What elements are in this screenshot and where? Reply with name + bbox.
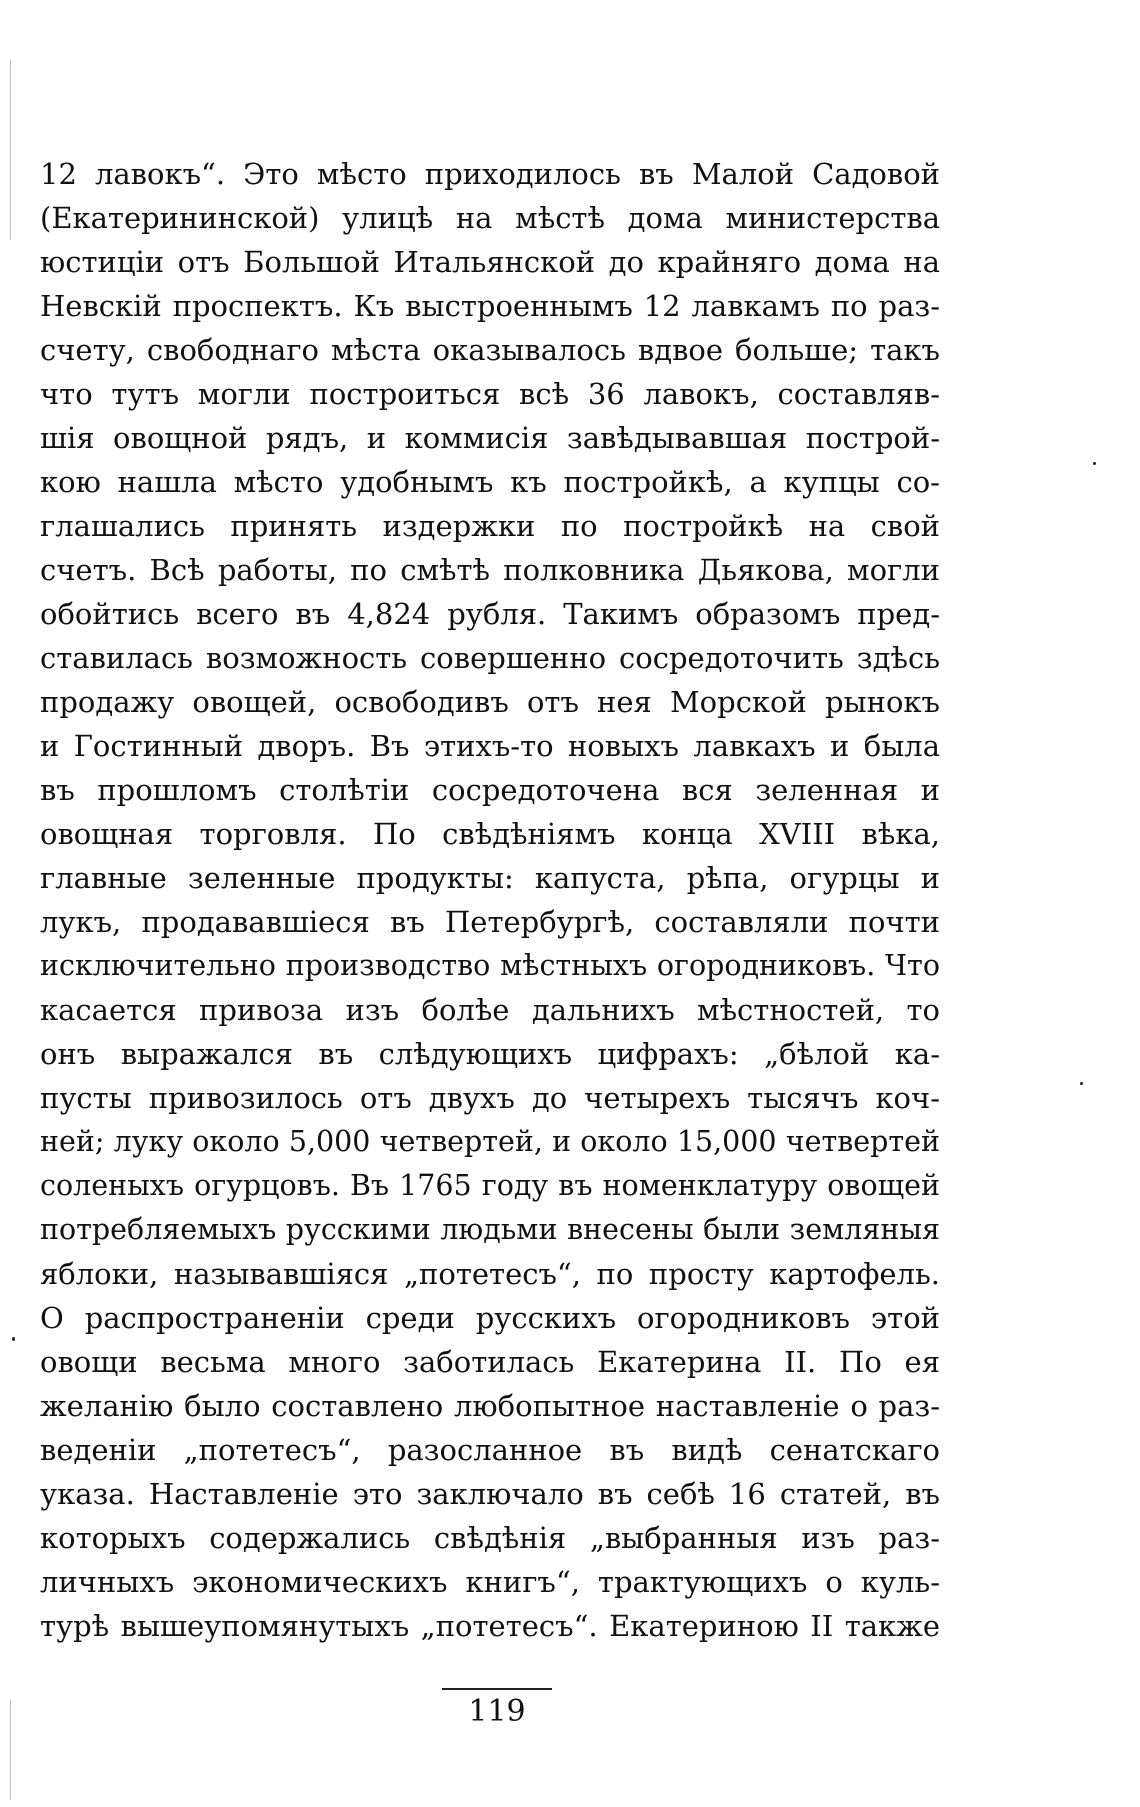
text-line: овощная торговля. По свѣдѣніямъ конца XVIII вѣка, — [40, 817, 940, 851]
text-line: кою нашла мѣсто удобнымъ къ постройкѣ, а купцы со- — [40, 465, 940, 499]
text-line: что тутъ могли построиться всѣ 36 лавокъ, составляв- — [40, 377, 940, 411]
text-line: соленыхъ огурцовъ. Въ 1765 году въ номенклатуру овощей — [40, 1169, 940, 1202]
text-line: личныхъ экономическихъ книгъ“, трактующихъ о куль- — [40, 1565, 940, 1599]
text-line: въ прошломъ столѣтіи сосредоточена вся зеленная и — [40, 773, 940, 807]
scan-speck — [1080, 1082, 1083, 1085]
page-number: 119 — [468, 1694, 526, 1729]
body-text — [40, 152, 940, 1648]
text-line: которыхъ содержались свѣдѣнія „выбранныя изъ раз- — [40, 1521, 940, 1555]
text-line: овощи весьма много заботилась Екатерина II. По ея — [40, 1345, 940, 1379]
scan-left-edge-mark — [10, 60, 11, 240]
text-line: глашались принять издержки по постройкѣ на свой — [40, 509, 940, 543]
scan-speck — [12, 1337, 15, 1341]
text-line: 12 лавокъ“. Это мѣсто приходилось въ Малой Садовой — [40, 157, 940, 191]
text-line: онъ выражался въ слѣдующихъ цифрахъ: „бѣлой ка- — [40, 1037, 940, 1071]
text-line: шія овощной рядъ, и коммисія завѣдывавшая построй- — [40, 421, 940, 455]
text-line: исключительно производство мѣстныхъ огородниковъ. Что — [40, 949, 940, 982]
text-line: турѣ вышеупомянутыхъ „потетесъ“. Екатериною II также — [40, 1609, 940, 1643]
text-line: счетъ. Всѣ работы, по смѣтѣ полковника Дьякова, могли — [40, 553, 940, 587]
text-line: О распространеніи среди русскихъ огородниковъ этой — [40, 1301, 940, 1335]
text-line: желанію было составлено любопытное наставленіе о раз- — [40, 1389, 940, 1423]
text-line: потребляемыхъ русскими людьми внесены были земляныя — [40, 1213, 940, 1246]
text-line: ставилась возможность совершенно сосредоточить здѣсь — [40, 641, 940, 675]
scan-speck — [1093, 462, 1096, 465]
page-number-rule — [442, 1688, 552, 1690]
text-line: и Гостинный дворъ. Въ этихъ-то новыхъ лавкахъ и была — [40, 729, 940, 763]
text-line: веденіи „потетесъ“, разосланное въ видѣ сенатскаго — [40, 1433, 940, 1467]
text-line: юстиціи отъ Большой Итальянской до крайняго дома на — [40, 245, 940, 279]
text-line: лукъ, продававшіеся въ Петербургѣ, составляли почти — [40, 905, 940, 939]
text-line: касается привоза изъ болѣе дальнихъ мѣстностей, то — [40, 993, 940, 1027]
text-line: продажу овощей, освободивъ отъ нея Морской рынокъ — [40, 685, 940, 719]
scan-left-edge-mark — [10, 1700, 11, 1800]
text-line: Невскій проспектъ. Къ выстроеннымъ 12 лавкамъ по раз- — [40, 289, 940, 323]
text-line: (Екатерининской) улицѣ на мѣстѣ дома министерства — [40, 201, 940, 235]
text-line: яблоки, называвшіяся „потетесъ“, по просту картофель. — [40, 1257, 940, 1291]
text-line: главные зеленные продукты: капуста, рѣпа, огурцы и — [40, 861, 940, 895]
text-line: счету, свободнаго мѣста оказывалось вдвое больше; такъ — [40, 333, 940, 367]
text-line: пусты привозилось отъ двухъ до четырехъ тысячъ коч- — [40, 1081, 940, 1115]
text-line: обойтись всего въ 4,824 рубля. Такимъ образомъ пред- — [40, 597, 940, 631]
text-line: указа. Наставленіе это заключало въ себѣ 16 статей, въ — [40, 1477, 940, 1511]
text-line: ней; луку около 5,000 четвертей, и около 15,000 четвертей — [40, 1125, 940, 1158]
